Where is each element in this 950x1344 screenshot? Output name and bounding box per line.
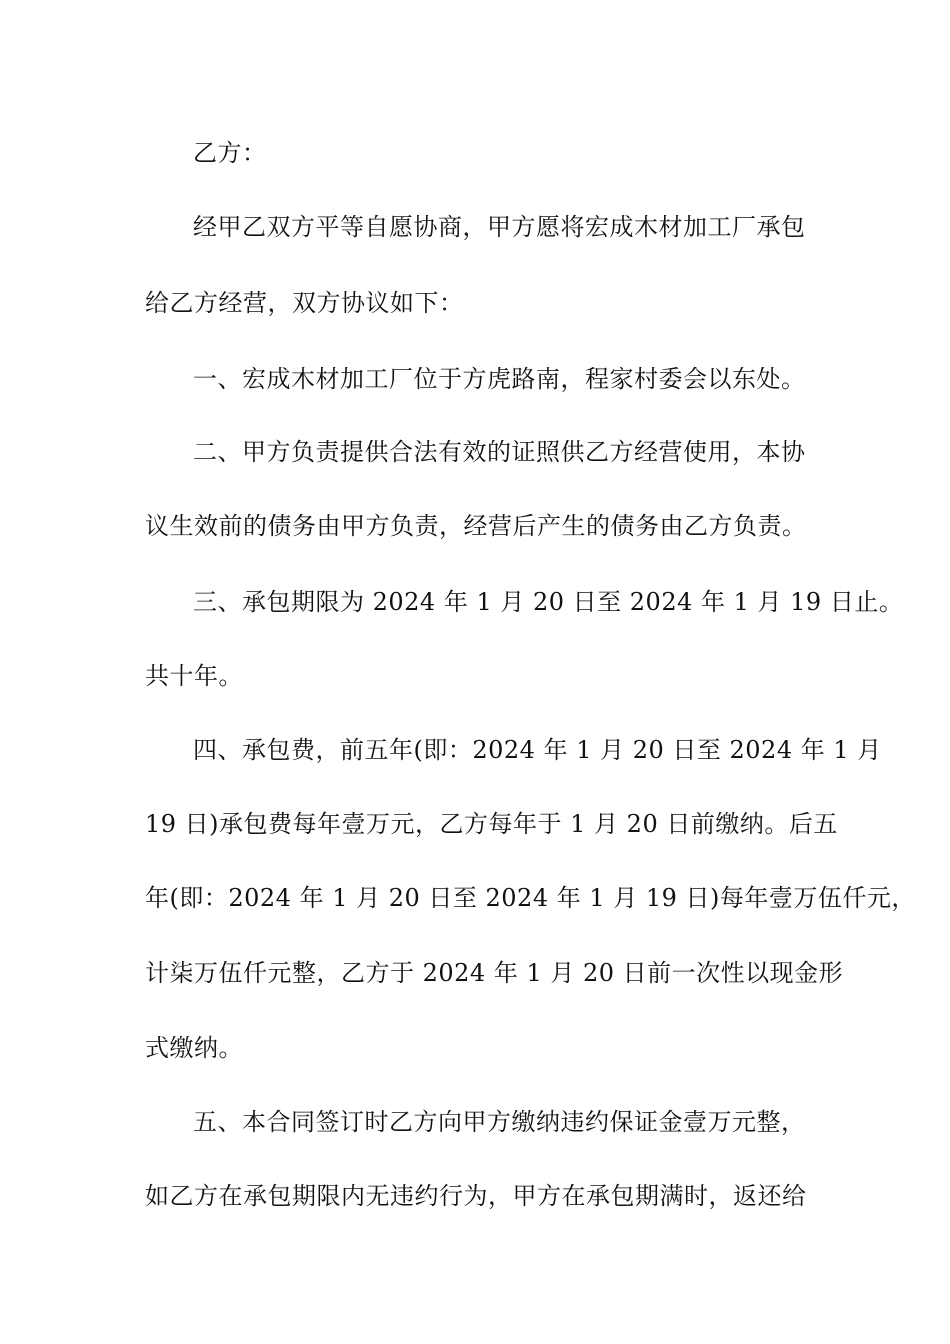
text-line-clause-3: 三、承包期限为 2024 年 1 月 20 日至 2024 年 1 月 19 日止。	[193, 588, 904, 616]
text-line: 年(即：2024 年 1 月 20 日至 2024 年 1 月 19 日)每年壹万伍仟元，	[145, 884, 916, 912]
text-line: 给乙方经营，双方协议如下：	[145, 289, 464, 317]
text-line: 19 日)承包费每年壹万元，乙方每年于 1 月 20 日前缴纳。后五	[145, 810, 838, 838]
text-line-party-b: 乙方：	[193, 139, 267, 167]
text-line: 议生效前的债务由甲方负责，经营后产生的债务由乙方负责。	[145, 512, 807, 540]
text-line: 经甲乙双方平等自愿协商，甲方愿将宏成木材加工厂承包	[193, 213, 806, 241]
text-line-clause-4: 四、承包费，前五年(即：2024 年 1 月 20 日至 2024 年 1 月	[193, 736, 882, 764]
text-line-clause-1: 一、宏成木材加工厂位于方虎路南，程家村委会以东处。	[193, 365, 806, 393]
text-line: 如乙方在承包期限内无违约行为，甲方在承包期满时，返还给	[145, 1182, 807, 1210]
text-line: 共十年。	[145, 662, 243, 690]
text-line-clause-5: 五、本合同签订时乙方向甲方缴纳违约保证金壹万元整，	[193, 1108, 806, 1136]
text-line: 计柒万伍仟元整，乙方于 2024 年 1 月 20 日前一次性以现金形	[145, 959, 844, 987]
text-line: 式缴纳。	[145, 1034, 243, 1062]
text-line-clause-2: 二、甲方负责提供合法有效的证照供乙方经营使用，本协	[193, 438, 806, 466]
